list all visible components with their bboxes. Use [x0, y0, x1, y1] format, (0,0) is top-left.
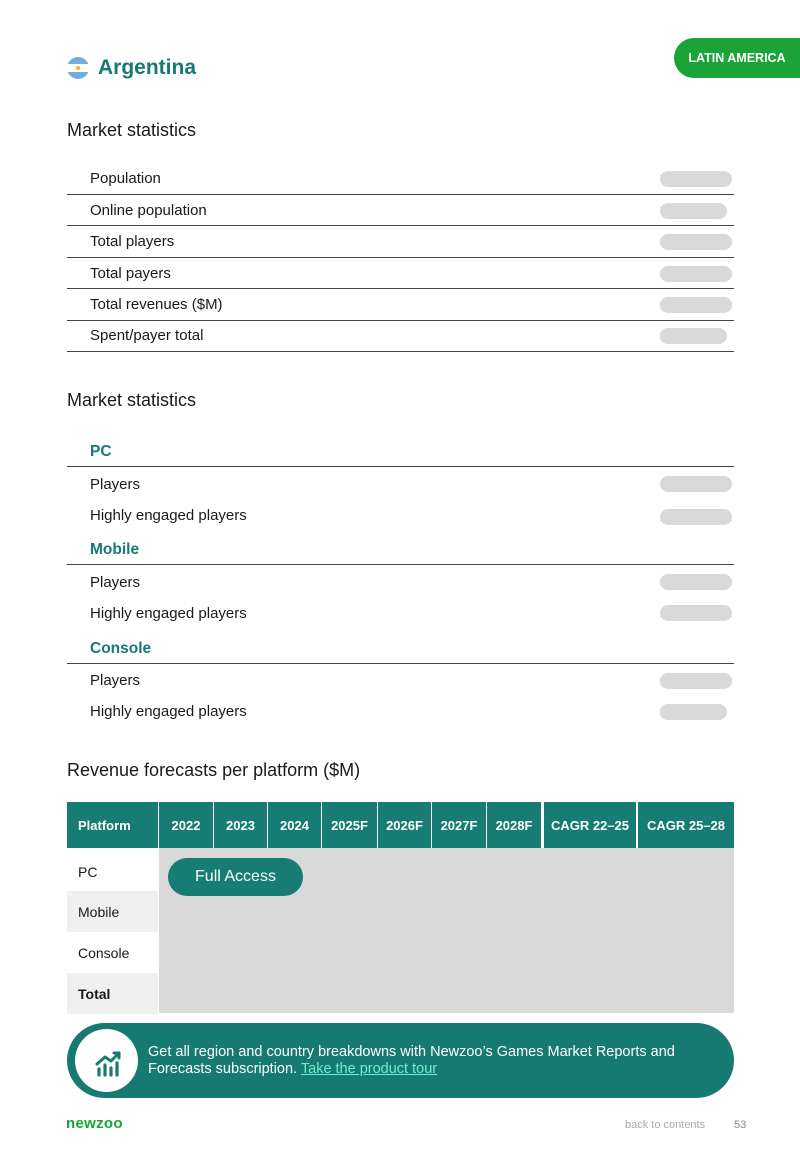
stat-label: Spent/payer total [90, 327, 204, 344]
stat-row [67, 696, 734, 727]
value-placeholder [660, 605, 732, 621]
stat-label: Highly engaged players [90, 605, 247, 622]
column-header: 2028F [487, 802, 541, 848]
forecast-table-header [67, 802, 734, 848]
value-placeholder [660, 509, 732, 525]
column-header: 2025F [322, 802, 377, 848]
stat-label: Players [90, 672, 141, 689]
promo-text [148, 1044, 718, 1078]
stat-label: Highly engaged players [90, 507, 247, 524]
value-placeholder [660, 476, 732, 492]
platform-name: Mobile [90, 541, 140, 558]
column-header: 2026F [378, 802, 431, 848]
value-placeholder [660, 203, 727, 219]
value-placeholder [660, 673, 732, 689]
chart-growth-icon [75, 1029, 138, 1092]
value-placeholder [660, 171, 732, 187]
column-header: CAGR 25–28 [638, 802, 734, 848]
column-header: 2027F [432, 802, 486, 848]
table-row-label: Mobile [67, 891, 158, 932]
newzoo-logo: newzoo [66, 1115, 123, 1132]
stat-row [67, 195, 734, 227]
stat-row [67, 320, 734, 352]
platform-heading-pc [67, 441, 734, 467]
subscription-banner [67, 1023, 734, 1098]
stat-label: Total revenues ($M) [90, 296, 223, 313]
stat-row [67, 500, 734, 531]
stat-row [67, 567, 734, 598]
stat-row [67, 469, 734, 500]
value-placeholder [660, 328, 727, 344]
stat-row [67, 163, 734, 195]
country-header [67, 56, 196, 80]
market-statistics-title: Market statistics [67, 120, 197, 140]
full-access-button[interactable]: Full Access [168, 858, 303, 896]
platform-name: Console [90, 640, 152, 657]
stat-row [67, 598, 734, 629]
argentina-flag-icon [67, 57, 89, 79]
value-placeholder [660, 234, 732, 250]
platform-heading-mobile [67, 539, 734, 565]
platform-statistics-title: Market statistics [67, 390, 197, 410]
page-title: Argentina [98, 56, 197, 79]
table-row-label: Total [67, 973, 158, 1014]
stat-row [67, 258, 734, 290]
stat-label: Population [90, 170, 161, 187]
stat-label: Online population [90, 201, 207, 219]
stat-label: Total players [90, 233, 175, 250]
column-header: 2022 [159, 802, 213, 848]
column-header: Platform [67, 802, 158, 848]
column-header: CAGR 22–25 [544, 802, 636, 848]
product-tour-link[interactable]: Take the product tour [300, 1061, 438, 1077]
region-badge: LATIN AMERICA [674, 38, 800, 78]
stat-row [67, 289, 734, 321]
stat-label: Players [90, 574, 141, 591]
promo-message: Get all region and country breakdowns with Newzoo’s Games Market Reports and Forecasts subscription. [148, 1044, 675, 1077]
platform-heading-console [67, 638, 734, 664]
value-placeholder [660, 704, 727, 720]
column-header: 2023 [214, 802, 267, 848]
back-to-contents-link[interactable]: back to contents [625, 1119, 706, 1131]
table-row-label: PC [78, 863, 98, 880]
stat-label: Players [90, 476, 141, 493]
page-number: 53 [734, 1119, 747, 1131]
stat-row [67, 665, 734, 696]
column-header: 2024 [268, 802, 321, 848]
platform-name: PC [90, 443, 112, 460]
stat-label: Highly engaged players [90, 703, 247, 720]
value-placeholder [660, 574, 732, 590]
forecast-title: Revenue forecasts per platform ($M) [67, 760, 361, 780]
value-placeholder [660, 297, 732, 313]
table-row-label: Console [78, 944, 130, 961]
stat-row [67, 226, 734, 258]
stat-label: Total payers [90, 264, 171, 282]
value-placeholder [660, 266, 732, 282]
